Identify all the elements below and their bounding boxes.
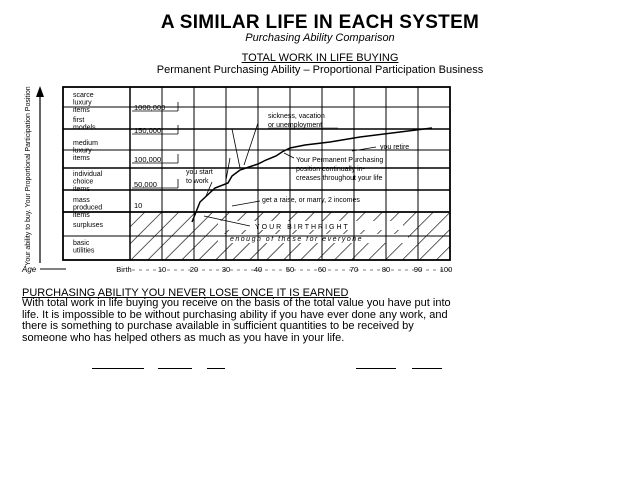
category-label-basic-utilities: basic utilities: [73, 240, 95, 255]
x-tick-60: 60: [317, 265, 327, 274]
annotation-retire: you retire: [380, 144, 410, 151]
bottom-paragraph: With total work in life buying you receive on the basis of the total value you have put into life. It is impossible to be without purchasing ability if you have ever done any work, and there is something to purchase available in sufficient quantities to be received by someone who has helped others as much as you have in your life.: [22, 297, 451, 344]
x-axis-label: Age: [22, 265, 37, 274]
x-tick-100: 100: [439, 265, 453, 274]
category-label-medium-luxury: medium luxury items: [73, 140, 98, 162]
x-tick-10: 10: [157, 265, 167, 274]
annotation-raise: get a raise, or marry, 2 incomes: [262, 197, 360, 204]
category-label-surpluses: surpluses: [73, 222, 103, 229]
category-label-first-models: first models: [73, 117, 96, 132]
level-label-1: 1000,000: [134, 103, 166, 112]
annotation-permanent-1: Your Permanent Purchasing: [296, 157, 384, 164]
category-label-mass-produced: mass produced items: [73, 197, 103, 219]
x-tick-50: 50: [285, 265, 295, 274]
blank-line-1: [92, 368, 144, 369]
blank-line-3: [207, 368, 225, 369]
x-tick-20: 20: [189, 265, 199, 274]
y-axis-label: Your ability to buy. Your Proportional Participation Position: [25, 86, 32, 266]
x-tick-30: 30: [221, 265, 231, 274]
category-label-scarce-luxury: scarce luxury items: [73, 92, 94, 114]
annotation-start-2: to work: [186, 178, 209, 185]
annotation-start-1: you start: [186, 169, 213, 176]
level-label-3: 100,000: [134, 155, 162, 164]
x-tick-40: 40: [253, 265, 263, 274]
annotation-sickness-2: or unemployment: [268, 122, 323, 129]
x-tick-70: 70: [349, 265, 359, 274]
x-axis-ticks: [116, 265, 452, 274]
annotation-birthright-2: enough of these for everyone: [230, 236, 364, 243]
x-tick-90: 90: [413, 265, 423, 274]
annotation-sickness-1: sickness, vacation: [268, 113, 325, 120]
blank-line-4: [356, 368, 396, 369]
annotation-permanent-2: position continually in-: [296, 166, 365, 173]
level-label-4: 50,000: [134, 180, 157, 189]
section-subtitle: Permanent Purchasing Ability – Proportional Participation Business: [156, 64, 484, 76]
x-tick-80: 80: [381, 265, 391, 274]
blank-line-5: [412, 368, 442, 369]
bottom-heading: PURCHASING ABILITY YOU NEVER LOSE ONCE IT IS EARNED: [22, 287, 349, 299]
x-tick-birth: Birth: [116, 265, 132, 274]
blank-line-2: [158, 368, 192, 369]
section-title: TOTAL WORK IN LIFE BUYING: [241, 52, 399, 64]
level-label-5: 10: [134, 201, 143, 210]
y-axis-arrowhead: [36, 86, 44, 97]
page-title: A SIMILAR LIFE IN EACH SYSTEM: [160, 12, 480, 33]
annotation-birthright-1: YOUR BIRTHRIGHT: [255, 224, 350, 231]
level-label-boxes: [132, 102, 178, 188]
annotation-permanent-3: creases throughout your life: [296, 175, 383, 182]
category-label-individual-choice: individual choice items: [73, 171, 103, 193]
level-label-2: 150,000: [134, 126, 162, 135]
page-subtitle: Purchasing Ability Comparison: [245, 32, 395, 44]
